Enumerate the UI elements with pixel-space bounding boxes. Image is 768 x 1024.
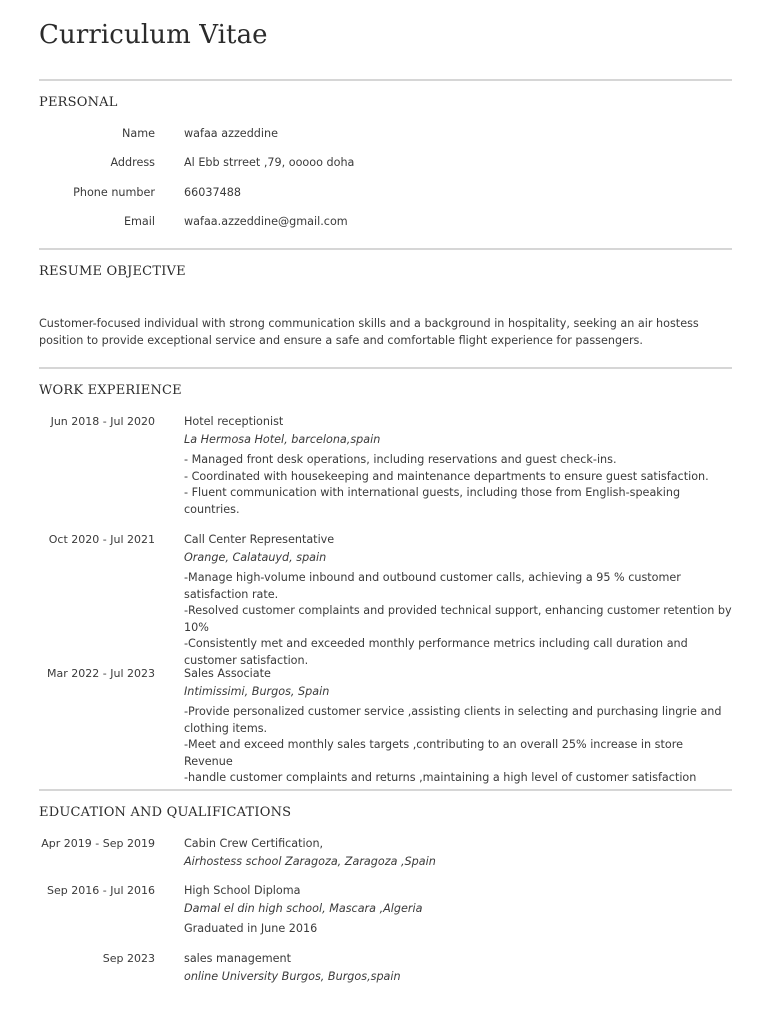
phone-label: Phone number [73,186,155,199]
job-dates: Jun 2018 - Jul 2020 [50,415,155,428]
email-label: Email [123,215,155,228]
education-dates: Sep 2023 [102,952,155,965]
education-institution: online University Burgos, Burgos,spain [184,970,401,983]
job-bullet: -Provide personalized customer service ,assisting clients in selecting and purchasing lingrie and clothing items. [184,705,722,735]
email-value: wafaa.azzeddine@gmail.com [184,215,348,228]
job-description [184,704,732,787]
job-bullet: -Resolved customer complaints and provided technical support, enhancing customer retention by 10% [184,604,732,634]
job-employer: La Hermosa Hotel, barcelona,spain [184,433,381,446]
address-value: Al Ebb strreet ,79, ooooo doha [184,156,355,169]
job-dates: Oct 2020 - Jul 2021 [48,533,155,546]
job-entry [184,666,732,787]
job-entry [184,414,732,518]
job-bullet: -Manage high-volume inbound and outbound customer calls, achieving a 95 % customer satisfaction rate. [184,571,681,601]
job-description [184,570,732,669]
job-bullet: -handle customer complaints and returns ,maintaining a high level of customer satisfaction [184,771,697,784]
job-bullet: - Coordinated with housekeeping and maintenance departments to ensure guest satisfaction. [184,469,709,483]
education-note: Graduated in June 2016 [184,922,318,935]
education-institution: Airhostess school Zaragoza, Zaragoza ,Spain [184,855,436,868]
divider [39,79,732,81]
name-value: wafaa azzeddine [184,127,278,140]
address-label: Address [110,156,155,169]
job-bullet: - Managed front desk operations, including reservations and guest check-ins. [184,453,617,466]
job-dates: Mar 2022 - Jul 2023 [47,667,155,680]
divider [39,367,732,369]
education-title: High School Diploma [184,884,301,897]
name-label: Name [121,127,155,140]
education-title: Cabin Crew Certification, [184,837,324,850]
education-dates: Sep 2016 - Jul 2016 [47,884,155,897]
section-title-personal: PERSONAL [39,95,118,110]
job-title: Sales Associate [184,667,271,680]
job-bullet: - Fluent communication with international guests, including those from English-speaking countries. [184,486,681,516]
section-title-work: WORK EXPERIENCE [39,383,182,398]
divider [39,789,732,791]
education-entry [184,883,732,937]
objective-text: Customer-focused individual with strong communication skills and a background in hospitality, seeking an air hostess position to provide exceptional service and ensure a safe and comfortable flight experience for passengers. [39,317,699,347]
job-title: Call Center Representative [184,533,335,546]
education-title: sales management [184,952,292,965]
section-title-education: EDUCATION AND QUALIFICATIONS [39,805,292,820]
job-title: Hotel receptionist [184,415,284,428]
phone-value: 66037488 [184,186,241,199]
job-employer: Intimissimi, Burgos, Spain [184,685,330,698]
section-title-objective: RESUME OBJECTIVE [39,264,186,279]
education-entry [184,836,732,870]
job-description [184,452,732,518]
job-bullet: -Consistently met and exceeded monthly performance metrics including call duration and customer satisfaction. [184,637,688,667]
education-entry [184,951,732,985]
divider [39,248,732,250]
job-bullet: -Meet and exceed monthly sales targets ,contributing to an overall 25% increase in store Revenue [184,738,683,768]
job-employer: Orange, Calatauyd, spain [184,551,327,564]
education-dates: Apr 2019 - Sep 2019 [41,837,155,850]
page-title: Curriculum Vitae [39,20,268,50]
education-institution: Damal el din high school, Mascara ,Algeria [184,902,423,915]
job-entry [184,532,732,669]
